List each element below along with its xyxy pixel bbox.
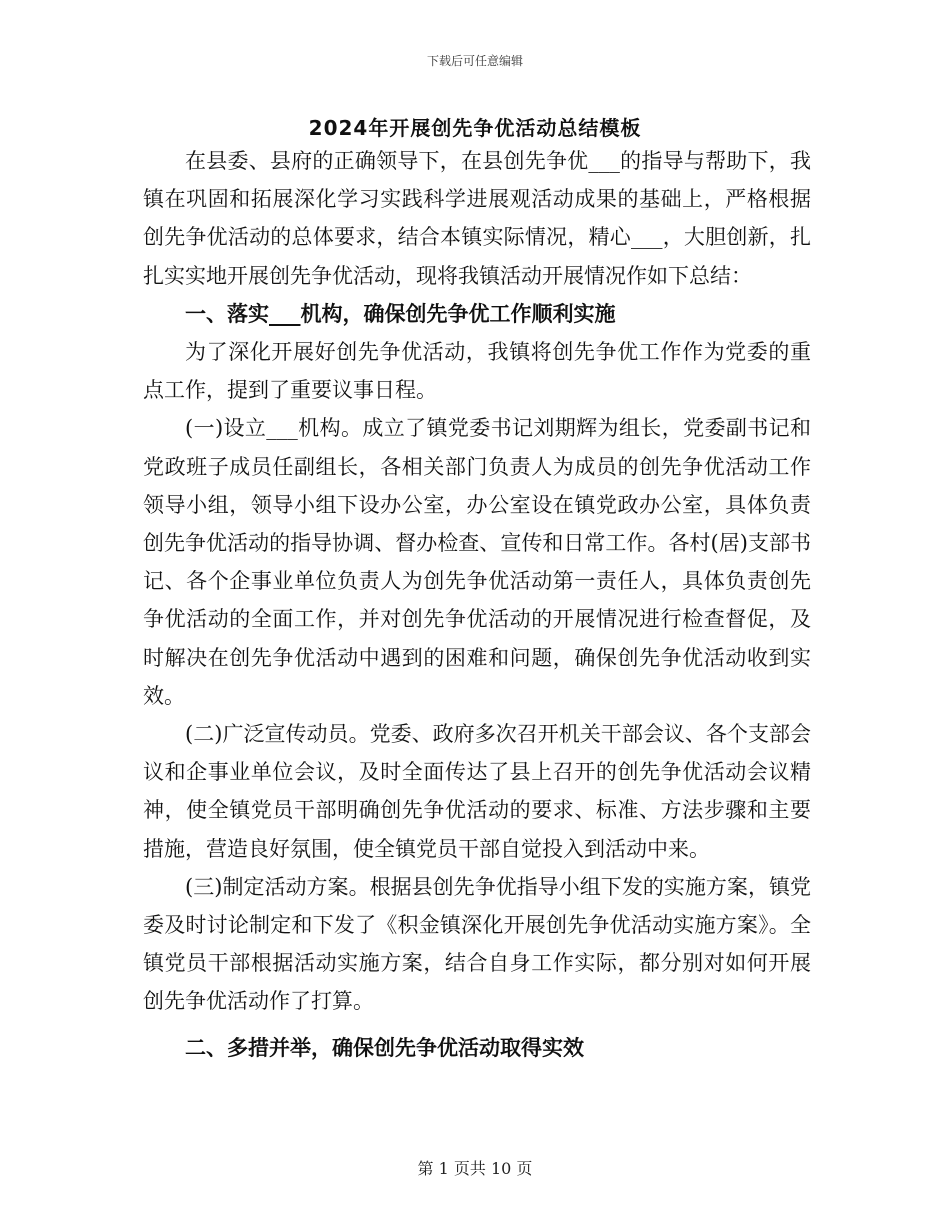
section1-item-1-paragraph: (一)设立___机构。成立了镇党委书记刘期辉为组长，党委副书记和党政班子成员任副组长，各相关部门负责人为成员的创先争优活动工作领导小组，领导小组下设办公室，办公室设在镇党政办公室，具体负责创先争优活动的指导协调、督办检查、宣传和日常工作。各村(居)支部书记、各个企事业单位负责人为创先争优活动第一责任人，具体负责创先争优活动的全面工作，并对创先争优活动的开展情况进行检查督促，及时解决在创先争优活动中遇到的困难和问题，确保创先争优活动收到实效。 bbox=[143, 416, 811, 708]
document-body bbox=[143, 142, 811, 1067]
section-heading-2: 二、多措并举，确保创先争优活动取得实效 bbox=[185, 1035, 584, 1060]
intro-paragraph: 在县委、县府的正确领导下，在县创先争优___的指导与帮助下，我镇在巩固和拓展深化学习实践科学进展观活动成果的基础上，严格根据创先争优活动的总体要求，结合本镇实际情况，精心___，大胆创新，扎扎实实地开展创先争优活动，现将我镇活动开展情况作如下总结： bbox=[143, 149, 811, 288]
section1-item-3-paragraph: (三)制定活动方案。根据县创先争优指导小组下发的实施方案，镇党委及时讨论制定和下发了《积金镇深化开展创先争优活动实施方案》。全镇党员干部根据活动实施方案，结合自身工作实际，都分别对如何开展创先争优活动作了打算。 bbox=[143, 874, 811, 1014]
page-number-footer: 第 1 页共 10 页 bbox=[417, 1159, 533, 1178]
page-header-note: 下载后可任意编辑 bbox=[426, 54, 523, 68]
section-heading-1: 一、落实___机构，确保创先争优工作顺利实施 bbox=[185, 301, 616, 326]
section1-item-2-paragraph: (二)广泛宣传动员。党委、政府多次召开机关干部会议、各个支部会议和企事业单位会议，及时全面传达了县上召开的创先争优活动会议精神，使全镇党员干部明确创先争优活动的要求、标准、方法步骤和主要措施，营造良好氛围，使全镇党员干部自觉投入到活动中来。 bbox=[143, 722, 811, 861]
section1-intro-paragraph: 为了深化开展好创先争优活动，我镇将创先争优工作作为党委的重点工作，提到了重要议事日程。 bbox=[143, 340, 811, 403]
document-title: 2024年开展创先争优活动总结模板 bbox=[308, 116, 642, 140]
